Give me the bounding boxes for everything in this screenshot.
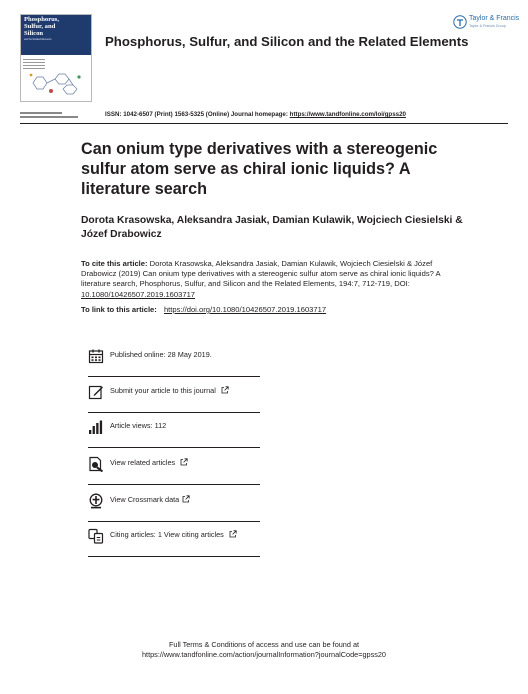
article-link-block <box>81 305 461 315</box>
cover-subtitle: and the Related Elements <box>24 38 52 42</box>
crossmark-text <box>110 495 190 504</box>
article-views-row <box>88 419 260 457</box>
crossmark-row[interactable] <box>88 493 260 531</box>
journal-homepage-link[interactable]: https://www.tandfonline.com/loi/gpss20 <box>289 111 406 118</box>
row-divider <box>88 412 260 413</box>
submit-article-label: Submit your article to this journal <box>110 386 216 395</box>
article-doi-url[interactable]: https://doi.org/10.1080/10426507.2019.1603717 <box>163 305 327 314</box>
journal-title: Phosphorus, Sulfur, and Silicon and the Related Elements <box>105 34 469 49</box>
edit-icon <box>88 384 104 400</box>
external-link-icon <box>180 458 188 466</box>
external-link-icon <box>229 530 237 538</box>
row-divider <box>88 556 260 557</box>
search-document-icon <box>88 456 104 472</box>
citation-block <box>81 259 456 300</box>
taylor-francis-logo[interactable] <box>453 13 520 33</box>
cite-text: Dorota Krasowska, Aleksandra Jasiak, Damian Kulawik, Wojciech Ciesielski & Józef Drabowicz (2019) Can onium type derivatives with a stereogenic sulfur atom serve as chiral ionic liquids? A literature search, Phosphorus, Sulfur, and Silicon and the Related Elements, 194:7, 712-719, DOI: <box>81 259 441 289</box>
citing-articles-row[interactable] <box>88 528 260 566</box>
cover-chemistry-art <box>25 69 85 97</box>
crossmark-icon <box>88 493 104 509</box>
cover-title-line2: Sulfur, and <box>24 22 56 30</box>
footer-terms-line: Full Terms & Conditions of access and use can be found at <box>168 640 360 649</box>
row-divider <box>88 484 260 485</box>
submit-article-row[interactable] <box>88 384 260 422</box>
bar-chart-icon <box>88 419 104 435</box>
issn-line <box>105 111 406 118</box>
article-views-label: Article views: 112 <box>110 421 167 430</box>
cite-doi-link[interactable]: 10.1080/10426507.2019.1603717 <box>81 289 196 299</box>
published-online-row <box>88 348 260 386</box>
citing-articles-text <box>110 530 237 539</box>
cover-title-line1: Phosphorus, <box>24 16 59 23</box>
cover-caption-line <box>20 112 62 114</box>
related-articles-row[interactable] <box>88 456 260 494</box>
row-divider <box>88 376 260 377</box>
external-link-icon <box>221 386 229 394</box>
terms-footer <box>0 640 528 660</box>
issn-text: ISSN: 1042-6507 (Print) 1563-5325 (Online) Journal homepage: <box>105 111 288 118</box>
link-label: To link to this article: <box>81 305 157 314</box>
row-divider <box>88 447 260 448</box>
footer-terms-url[interactable]: https://www.tandfonline.com/action/journalInformation?journalCode=gpss20 <box>142 650 386 659</box>
article-authors: Dorota Krasowska, Aleksandra Jasiak, Damian Kulawik, Wojciech Ciesielski & Józef Drabowicz <box>81 215 463 240</box>
submit-article-text <box>110 386 229 395</box>
related-articles-label: View related articles <box>110 458 176 467</box>
citing-articles-label: Citing articles: 1 View citing articles <box>110 530 224 539</box>
crossmark-label: View Crossmark data <box>110 495 180 504</box>
journal-cover-thumbnail <box>20 14 92 102</box>
published-online-label: Published online: 28 May 2019. <box>110 350 212 359</box>
publisher-tagline: Taylor & Francis Group <box>469 24 506 28</box>
publisher-name: Taylor & Francis <box>469 15 520 22</box>
related-articles-text <box>110 458 188 467</box>
article-title: Can onium type derivatives with a stereogenic sulfur atom serve as chiral ionic liquids? A literature search <box>81 140 438 198</box>
calendar-icon <box>88 348 104 364</box>
external-link-icon <box>182 495 190 503</box>
row-divider <box>88 521 260 522</box>
header-divider <box>20 123 508 124</box>
citing-articles-icon <box>88 528 104 544</box>
cover-title-line3: Silicon <box>24 29 44 37</box>
publisher-logo-icon <box>453 15 467 29</box>
cite-label: To cite this article: <box>81 259 148 268</box>
cover-caption-line <box>20 116 78 118</box>
